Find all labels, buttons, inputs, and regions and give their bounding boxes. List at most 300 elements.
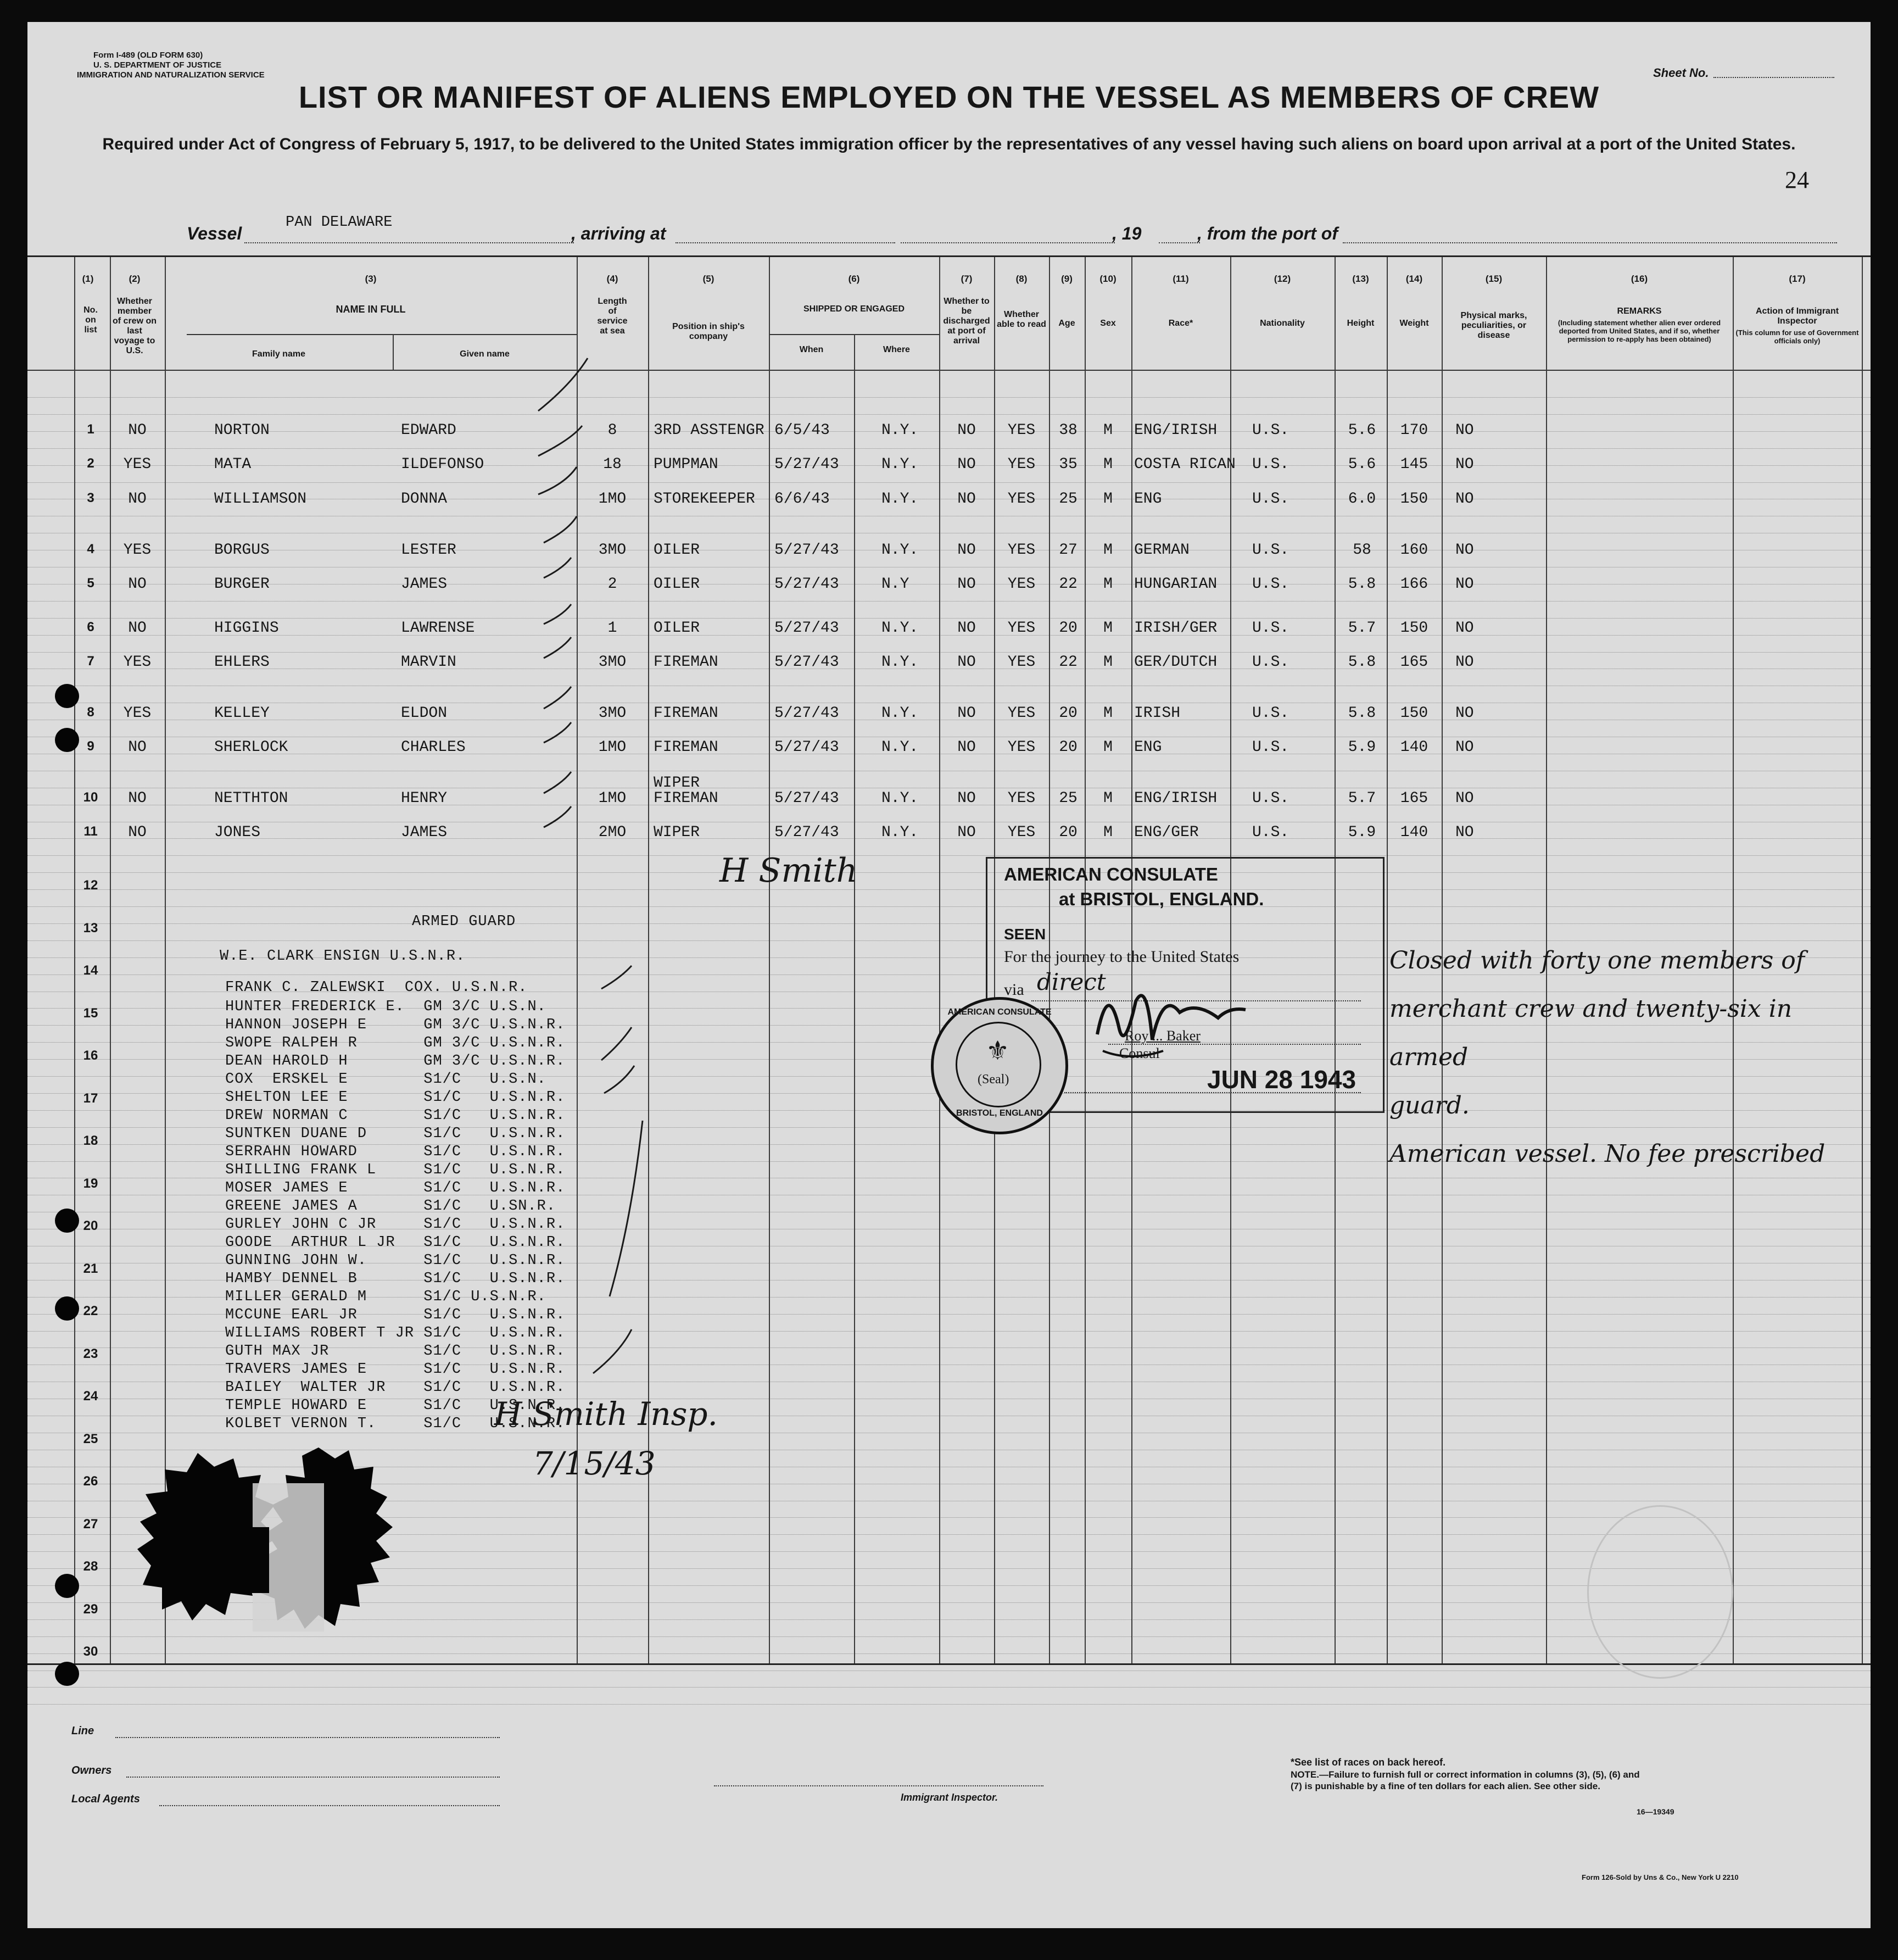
cell-marks: NO <box>1455 824 1474 841</box>
cell-prev: YES <box>123 654 152 671</box>
armed-guard-member: DEAN HAROLD H GM 3/C U.S.N.R. <box>225 1053 566 1070</box>
footer-printer: Form 126-Sold by Uns & Co., New York U 2210 <box>1582 1873 1739 1881</box>
cell-position: 3RD ASSTENGR <box>654 422 764 439</box>
cell-discharged: NO <box>957 491 976 508</box>
cell-when: 5/27/43 <box>774 705 839 722</box>
cell-read: YES <box>1007 705 1036 722</box>
armed-guard-member: SUNTKEN DUANE D S1/C U.S.N.R. <box>225 1126 566 1142</box>
cell-weight: 165 <box>1400 790 1428 807</box>
cell-nationality: U.S. <box>1252 739 1289 756</box>
cell-prev: NO <box>128 824 147 841</box>
cell-weight: 165 <box>1400 654 1428 671</box>
footer-owners-rule <box>126 1777 500 1778</box>
col17-label: Action of Immigrant Inspector <box>1755 307 1839 326</box>
cell-sex: M <box>1103 705 1113 722</box>
col5-label: Position in ship's company <box>672 322 745 341</box>
cell-given: LESTER <box>401 542 456 559</box>
col17-sub: (This column for use of Government officials only) <box>1735 328 1859 345</box>
footer-owners-label: Owners <box>71 1764 112 1777</box>
cell-given: JAMES <box>401 824 448 841</box>
col9-label: Age <box>1058 319 1075 328</box>
cell-discharged: NO <box>957 739 976 756</box>
cell-where: N.Y. <box>881 422 919 439</box>
col3-num: (3) <box>365 274 377 284</box>
vessel-name: PAN DELAWARE <box>286 214 393 231</box>
cell-height: 5.6 <box>1348 422 1376 439</box>
footer-line-rule <box>115 1737 500 1738</box>
cell-discharged: NO <box>957 620 976 637</box>
cell-weight: 166 <box>1400 576 1428 593</box>
date-dotted-line <box>1064 1092 1361 1093</box>
cell-weight: 140 <box>1400 739 1428 756</box>
armed-guard-member: SHILLING FRANK L S1/C U.S.N.R. <box>225 1162 566 1178</box>
cell-race: ENG/IRISH <box>1134 422 1218 439</box>
cell-discharged: NO <box>957 456 976 473</box>
eagle-icon: ⚜ <box>986 1037 1010 1066</box>
inspector-sign-rule <box>714 1785 1043 1786</box>
line-number: 20 <box>83 1218 98 1233</box>
armed-guard-member: GUTH MAX JR S1/C U.S.N.R. <box>225 1343 566 1360</box>
cell-given: DONNA <box>401 491 448 508</box>
cell-height: 58 <box>1353 542 1371 559</box>
line-number: 14 <box>83 963 98 978</box>
line-number: 25 <box>83 1431 98 1446</box>
armed-guard-member: TRAVERS JAMES E S1/C U.S.N.R. <box>225 1361 566 1378</box>
col12-num: (12) <box>1274 274 1291 284</box>
cell-race: ENG/IRISH <box>1134 790 1218 807</box>
cell-where: N.Y. <box>881 456 919 473</box>
armed-guard-member: MILLER GERALD M S1/C U.S.N.R. <box>225 1289 546 1305</box>
cell-position: OILER <box>654 542 700 559</box>
manifest-title: LIST OR MANIFEST OF ALIENS EMPLOYED ON THE VESSEL AS MEMBERS OF CREW <box>298 80 1600 114</box>
col14-num: (14) <box>1405 274 1423 284</box>
cell-service: 1 <box>607 620 617 637</box>
consulate-seal <box>931 997 1068 1134</box>
cell-weight: 150 <box>1400 491 1428 508</box>
remarks-line-3: guard. <box>1389 1092 1470 1120</box>
cell-when: 5/27/43 <box>774 824 839 841</box>
cell-marks: NO <box>1455 654 1474 671</box>
cell-given: EDWARD <box>401 422 456 439</box>
consulate-journey: For the journey to the United States <box>1004 948 1240 966</box>
cell-height: 5.7 <box>1348 620 1376 637</box>
armed-guard-member: FRANK C. ZALEWSKI COX. U.S.N.R. <box>225 979 528 996</box>
cell-height: 5.8 <box>1348 705 1376 722</box>
col7-label: Whether to be discharged at port of arrival <box>943 297 990 346</box>
cell-position: FIREMAN <box>654 705 718 722</box>
cell-sex: M <box>1103 790 1113 807</box>
cell-marks: NO <box>1455 620 1474 637</box>
cell-family: JONES <box>214 824 261 841</box>
line-number: 26 <box>83 1474 98 1489</box>
cell-height: 5.8 <box>1348 654 1376 671</box>
cell-prev: YES <box>123 705 152 722</box>
cell-height: 5.6 <box>1348 456 1376 473</box>
line-number: 30 <box>83 1644 98 1659</box>
cell-age: 22 <box>1059 576 1078 593</box>
cell-family: WILLIAMSON <box>214 491 307 508</box>
cell-sex: M <box>1103 422 1113 439</box>
cell-no: 8 <box>87 705 94 720</box>
armed-guard-member: DREW NORMAN C S1/C U.S.N.R. <box>225 1107 566 1124</box>
armed-guard-member: COX ERSKEL E S1/C U.S.N. <box>225 1071 546 1088</box>
cell-sex: M <box>1103 491 1113 508</box>
cell-nationality: U.S. <box>1252 620 1289 637</box>
footer-agents-label: Local Agents <box>71 1793 140 1805</box>
line-number: 16 <box>83 1048 98 1063</box>
consul-name: Roy ... Baker <box>1125 1028 1201 1044</box>
armed-guard-heading: ARMED GUARD <box>412 914 516 930</box>
cell-given: ELDON <box>401 705 448 722</box>
col16-sub: (Including statement whether alien ever ordered deported from United States, and if so, whether permission to re-apply has been obtained) <box>1558 319 1721 343</box>
col15-label: Physical marks, peculiarities, or disease <box>1460 311 1527 340</box>
cell-age: 20 <box>1059 739 1078 756</box>
cell-when: 5/27/43 <box>774 456 839 473</box>
cell-when: 6/5/43 <box>774 422 830 439</box>
col1-num: (1) <box>82 274 94 284</box>
cell-position: STOREKEEPER <box>654 491 755 508</box>
line-number: 29 <box>83 1601 98 1617</box>
armed-guard-member: GUNNING JOHN W. S1/C U.S.N.R. <box>225 1252 566 1269</box>
inspector-date: 7/15/43 <box>533 1445 656 1482</box>
cell-marks: NO <box>1455 790 1474 807</box>
cell-no: 4 <box>87 542 94 556</box>
col6-label: SHIPPED OR ENGAGED <box>803 304 905 314</box>
cell-marks: NO <box>1455 542 1474 559</box>
consulate-date-value: JUN 28 1943 <box>1207 1065 1356 1094</box>
cell-position: FIREMAN <box>654 739 718 756</box>
remarks-line-4: American vessel. No fee prescribed <box>1389 1140 1826 1168</box>
cell-read: YES <box>1007 790 1036 807</box>
cell-service: 18 <box>603 456 622 473</box>
col10-label: Sex <box>1100 319 1116 328</box>
form-id: Form I-489 (OLD FORM 630) <box>93 51 203 60</box>
cell-service: 3MO <box>598 654 627 671</box>
cell-read: YES <box>1007 491 1036 508</box>
footer-note2: NOTE.—Failure to furnish full or correct information in columns (3), (5), (6) and (7) is punishable by a fine of ten dollars for each alien. See other side. <box>1291 1769 1640 1791</box>
armed-guard-member: HUNTER FREDERICK E. GM 3/C U.S.N. <box>225 999 546 1015</box>
cell-sex: M <box>1103 620 1113 637</box>
col8-num: (8) <box>1015 274 1028 284</box>
punch-hole <box>55 728 79 752</box>
col13-label: Height <box>1347 319 1375 328</box>
cell-sex: M <box>1103 824 1113 841</box>
seal-ring-bottom: BRISTOL, ENGLAND <box>956 1109 1043 1118</box>
cell-family: KELLEY <box>214 705 270 722</box>
cell-position: WIPER <box>654 824 700 841</box>
col12-label: Nationality <box>1260 319 1305 328</box>
cell-when: 5/27/43 <box>774 576 839 593</box>
cell-prev: YES <box>123 456 152 473</box>
cell-prev: NO <box>128 576 147 593</box>
cell-age: 35 <box>1059 456 1078 473</box>
service-name: IMMIGRATION AND NATURALIZATION SERVICE <box>77 70 265 80</box>
cell-position: OILER <box>654 620 700 637</box>
col4-num: (4) <box>606 274 618 284</box>
sheet-number-label: Sheet No. <box>1653 66 1709 80</box>
cell-prev: NO <box>128 739 147 756</box>
col9-num: (9) <box>1061 274 1073 284</box>
embossed-seal <box>1587 1505 1733 1679</box>
inspector-signature: H Smith Insp. <box>494 1395 718 1433</box>
cell-weight: 145 <box>1400 456 1428 473</box>
cell-prev: YES <box>123 542 152 559</box>
cell-race: HUNGARIAN <box>1134 576 1218 593</box>
cell-read: YES <box>1007 824 1036 841</box>
cell-prev: NO <box>128 620 147 637</box>
armed-guard-member: GREENE JAMES A S1/C U.SN.R. <box>225 1198 556 1215</box>
armed-guard-member: MCCUNE EARL JR S1/C U.S.N.R. <box>225 1307 566 1323</box>
cell-race: GER/DUTCH <box>1134 654 1218 671</box>
col6-where: Where <box>883 345 910 354</box>
consul-signature <box>1086 968 1251 1078</box>
footer-note1: *See list of races on back hereof. <box>1291 1757 1446 1768</box>
cell-weight: 170 <box>1400 422 1428 439</box>
cell-marks: NO <box>1455 739 1474 756</box>
col17-num: (17) <box>1789 274 1806 284</box>
cell-read: YES <box>1007 576 1036 593</box>
cell-discharged: NO <box>957 654 976 671</box>
cell-race: COSTA RICAN <box>1134 456 1236 473</box>
remarks-handwritten <box>1389 937 1871 1178</box>
cell-given: HENRY <box>401 790 448 807</box>
col1-label: No. on list <box>83 305 98 335</box>
footer-inspector-label: Immigrant Inspector. <box>901 1792 998 1803</box>
cell-family: NETTHTON <box>214 790 288 807</box>
cell-discharged: NO <box>957 542 976 559</box>
line-number: 23 <box>83 1346 98 1361</box>
cell-nationality: U.S. <box>1252 654 1289 671</box>
col16-num: (16) <box>1631 274 1648 284</box>
cell-nationality: U.S. <box>1252 576 1289 593</box>
cell-no: 5 <box>87 576 94 591</box>
col3-given: Given name <box>460 349 510 359</box>
from-port-label: , from the port of <box>1197 224 1338 243</box>
armed-guard-member: HAMBY DENNEL B S1/C U.S.N.R. <box>225 1271 566 1287</box>
armed-guard-member: SWOPE RALPEH R GM 3/C U.S.N.R. <box>225 1035 566 1051</box>
remarks-line-1: Closed with forty one members of <box>1389 946 1805 975</box>
sheet-number: 24 <box>1785 166 1809 193</box>
col11-label: Race* <box>1168 319 1193 328</box>
cell-height: 6.0 <box>1348 491 1376 508</box>
armed-guard-member: SHELTON LEE E S1/C U.S.N.R. <box>225 1089 566 1106</box>
cell-no: 9 <box>87 739 94 754</box>
cell-discharged: NO <box>957 790 976 807</box>
cell-marks: NO <box>1455 422 1474 439</box>
remarks-line-2: merchant crew and twenty-six in armed <box>1389 995 1793 1071</box>
cell-race: ENG/GER <box>1134 824 1199 841</box>
col2-label: Whether member of crew on last voyage to U.S. <box>113 297 157 355</box>
cell-no: 10 <box>83 790 98 805</box>
signature-upper: H Smith <box>719 851 858 890</box>
col15-num: (15) <box>1485 274 1503 284</box>
cell-given: CHARLES <box>401 739 466 756</box>
armed-guard-member: HANNON JOSEPH E GM 3/C U.S.N.R. <box>225 1017 566 1033</box>
cell-no: 11 <box>83 824 98 839</box>
cell-family: MATA <box>214 456 252 473</box>
cell-sex: M <box>1103 576 1113 593</box>
cell-read: YES <box>1007 739 1036 756</box>
cell-age: 25 <box>1059 491 1078 508</box>
cell-marks: NO <box>1455 491 1474 508</box>
cell-no: 2 <box>87 456 94 471</box>
cell-family: BURGER <box>214 576 270 593</box>
footer-code: 16—19349 <box>1637 1807 1674 1816</box>
cell-where: N.Y. <box>881 790 919 807</box>
cell-no: 7 <box>87 654 94 669</box>
armed-guard-member: TEMPLE HOWARD E S1/C U.S.N.R. <box>225 1397 566 1414</box>
cell-height: 5.8 <box>1348 576 1376 593</box>
cell-age: 20 <box>1059 705 1078 722</box>
cell-sex: M <box>1103 654 1113 671</box>
punch-hole <box>55 1662 79 1686</box>
cell-where: N.Y. <box>881 824 919 841</box>
cell-when: 5/27/43 <box>774 739 839 756</box>
cell-weight: 140 <box>1400 824 1428 841</box>
cell-height: 5.7 <box>1348 790 1376 807</box>
col8-label: Whether able to read <box>997 310 1046 329</box>
cell-nationality: U.S. <box>1252 422 1289 439</box>
cell-when: 5/27/43 <box>774 542 839 559</box>
armed-guard-member: WILLIAMS ROBERT T JR S1/C U.S.N.R. <box>225 1325 566 1341</box>
armed-guard-member: MOSER JAMES E S1/C U.S.N.R. <box>225 1180 566 1196</box>
cell-nationality: U.S. <box>1252 790 1289 807</box>
col10-num: (10) <box>1099 274 1117 284</box>
col2-num: (2) <box>129 274 141 284</box>
col3-family: Family name <box>252 349 305 359</box>
cell-position: PUMPMAN <box>654 456 718 473</box>
armed-guard-member: BAILEY WALTER JR S1/C U.S.N.R. <box>225 1379 566 1396</box>
cell-weight: 150 <box>1400 620 1428 637</box>
cell-given: LAWRENSE <box>401 620 475 637</box>
cell-nationality: U.S. <box>1252 705 1289 722</box>
consulate-line2: at BRISTOL, ENGLAND. <box>1059 889 1264 909</box>
cell-family: BORGUS <box>214 542 270 559</box>
cell-service: 1MO <box>598 491 627 508</box>
cell-race: ENG <box>1134 739 1162 756</box>
col16-label: REMARKS <box>1617 307 1662 316</box>
cell-marks: NO <box>1455 576 1474 593</box>
cell-race: GERMAN <box>1134 542 1190 559</box>
cell-prev: NO <box>128 491 147 508</box>
consulate-line1: AMERICAN CONSULATE <box>1004 864 1218 884</box>
cell-age: 20 <box>1059 620 1078 637</box>
year-label: , 19 <box>1112 224 1142 243</box>
cell-age: 27 <box>1059 542 1078 559</box>
footer-agents-rule <box>159 1805 500 1806</box>
cell-nationality: U.S. <box>1252 456 1289 473</box>
cell-race: IRISH <box>1134 705 1181 722</box>
armed-guard-member: GURLEY JOHN C JR S1/C U.S.N.R. <box>225 1216 566 1233</box>
cell-prev: NO <box>128 422 147 439</box>
cell-service: 1MO <box>598 790 627 807</box>
manifest-subtitle: Required under Act of Congress of February 5, 1917, to be delivered to the United States immigration officer by the representatives of any vessel having such aliens on board upon arrival at a port of the United States. <box>102 135 1796 153</box>
cell-discharged: NO <box>957 705 976 722</box>
vessel-label: Vessel <box>187 224 242 243</box>
manifest-sheet <box>27 22 1871 1928</box>
armed-guard-member: W.E. CLARK ENSIGN U.S.N.R. <box>220 948 466 965</box>
cell-weight: 160 <box>1400 542 1428 559</box>
col5-num: (5) <box>702 274 714 284</box>
cell-where: N.Y. <box>881 739 919 756</box>
cell-discharged: NO <box>957 576 976 593</box>
consulate-seen: SEEN <box>1004 926 1046 943</box>
cell-given: ILDEFONSO <box>401 456 484 473</box>
cell-age: 38 <box>1059 422 1078 439</box>
footer-line-label: Line <box>71 1725 94 1737</box>
cell-sex: M <box>1103 739 1113 756</box>
consulate-via-value: direct <box>1037 968 1106 995</box>
cell-nationality: U.S. <box>1252 542 1289 559</box>
cell-age: 22 <box>1059 654 1078 671</box>
cell-race: IRISH/GER <box>1134 620 1218 637</box>
footer <box>27 1714 1871 1906</box>
cell-nationality: U.S. <box>1252 824 1289 841</box>
col4-label: Length of service at sea <box>597 297 628 336</box>
cell-position: WIPER FIREMAN <box>654 775 718 807</box>
line-number: 13 <box>83 920 98 936</box>
cell-when: 5/27/43 <box>774 790 839 807</box>
line-number: 12 <box>83 878 98 893</box>
punch-hole <box>55 1209 79 1233</box>
cell-read: YES <box>1007 620 1036 637</box>
cell-when: 5/27/43 <box>774 654 839 671</box>
col13-num: (13) <box>1352 274 1369 284</box>
cell-no: 1 <box>87 422 94 437</box>
cell-service: 2MO <box>598 824 627 841</box>
cell-no: 3 <box>87 491 94 505</box>
cell-read: YES <box>1007 654 1036 671</box>
cell-when: 6/6/43 <box>774 491 830 508</box>
seal-ring-top: AMERICAN CONSULATE <box>947 1007 1052 1017</box>
consulate-via-label: via <box>1004 981 1024 999</box>
line-number: 22 <box>83 1304 98 1318</box>
cell-weight: 150 <box>1400 705 1428 722</box>
cell-age: 20 <box>1059 824 1078 841</box>
cell-position: OILER <box>654 576 700 593</box>
cell-service: 1MO <box>598 739 627 756</box>
armed-guard-member: GOODE ARTHUR L JR S1/C U.S.N.R. <box>225 1234 566 1251</box>
line-number: 27 <box>83 1516 98 1532</box>
cell-service: 2 <box>607 576 617 593</box>
cell-nationality: U.S. <box>1252 491 1289 508</box>
cell-no: 6 <box>87 620 94 634</box>
cell-read: YES <box>1007 542 1036 559</box>
cell-prev: NO <box>128 790 147 807</box>
seal-label: (Seal) <box>978 1072 1009 1087</box>
col7-num: (7) <box>961 274 973 284</box>
cell-sex: M <box>1103 542 1113 559</box>
cell-given: JAMES <box>401 576 448 593</box>
cell-family: EHLERS <box>214 654 270 671</box>
cell-where: N.Y. <box>881 654 919 671</box>
cell-age: 25 <box>1059 790 1078 807</box>
punch-hole <box>55 1296 79 1321</box>
col6-when: When <box>799 345 824 354</box>
cell-race: ENG <box>1134 491 1162 508</box>
line-number: 18 <box>83 1133 98 1148</box>
cell-discharged: NO <box>957 422 976 439</box>
armed-guard-member: SERRAHN HOWARD S1/C U.S.N.R. <box>225 1144 566 1160</box>
cell-read: YES <box>1007 422 1036 439</box>
cell-discharged: NO <box>957 824 976 841</box>
cell-where: N.Y. <box>881 491 919 508</box>
cell-where: N.Y <box>881 576 909 593</box>
col3-label: NAME IN FULL <box>336 304 406 315</box>
col11-num: (11) <box>1173 274 1189 284</box>
cell-where: N.Y. <box>881 542 919 559</box>
cell-family: SHERLOCK <box>214 739 288 756</box>
